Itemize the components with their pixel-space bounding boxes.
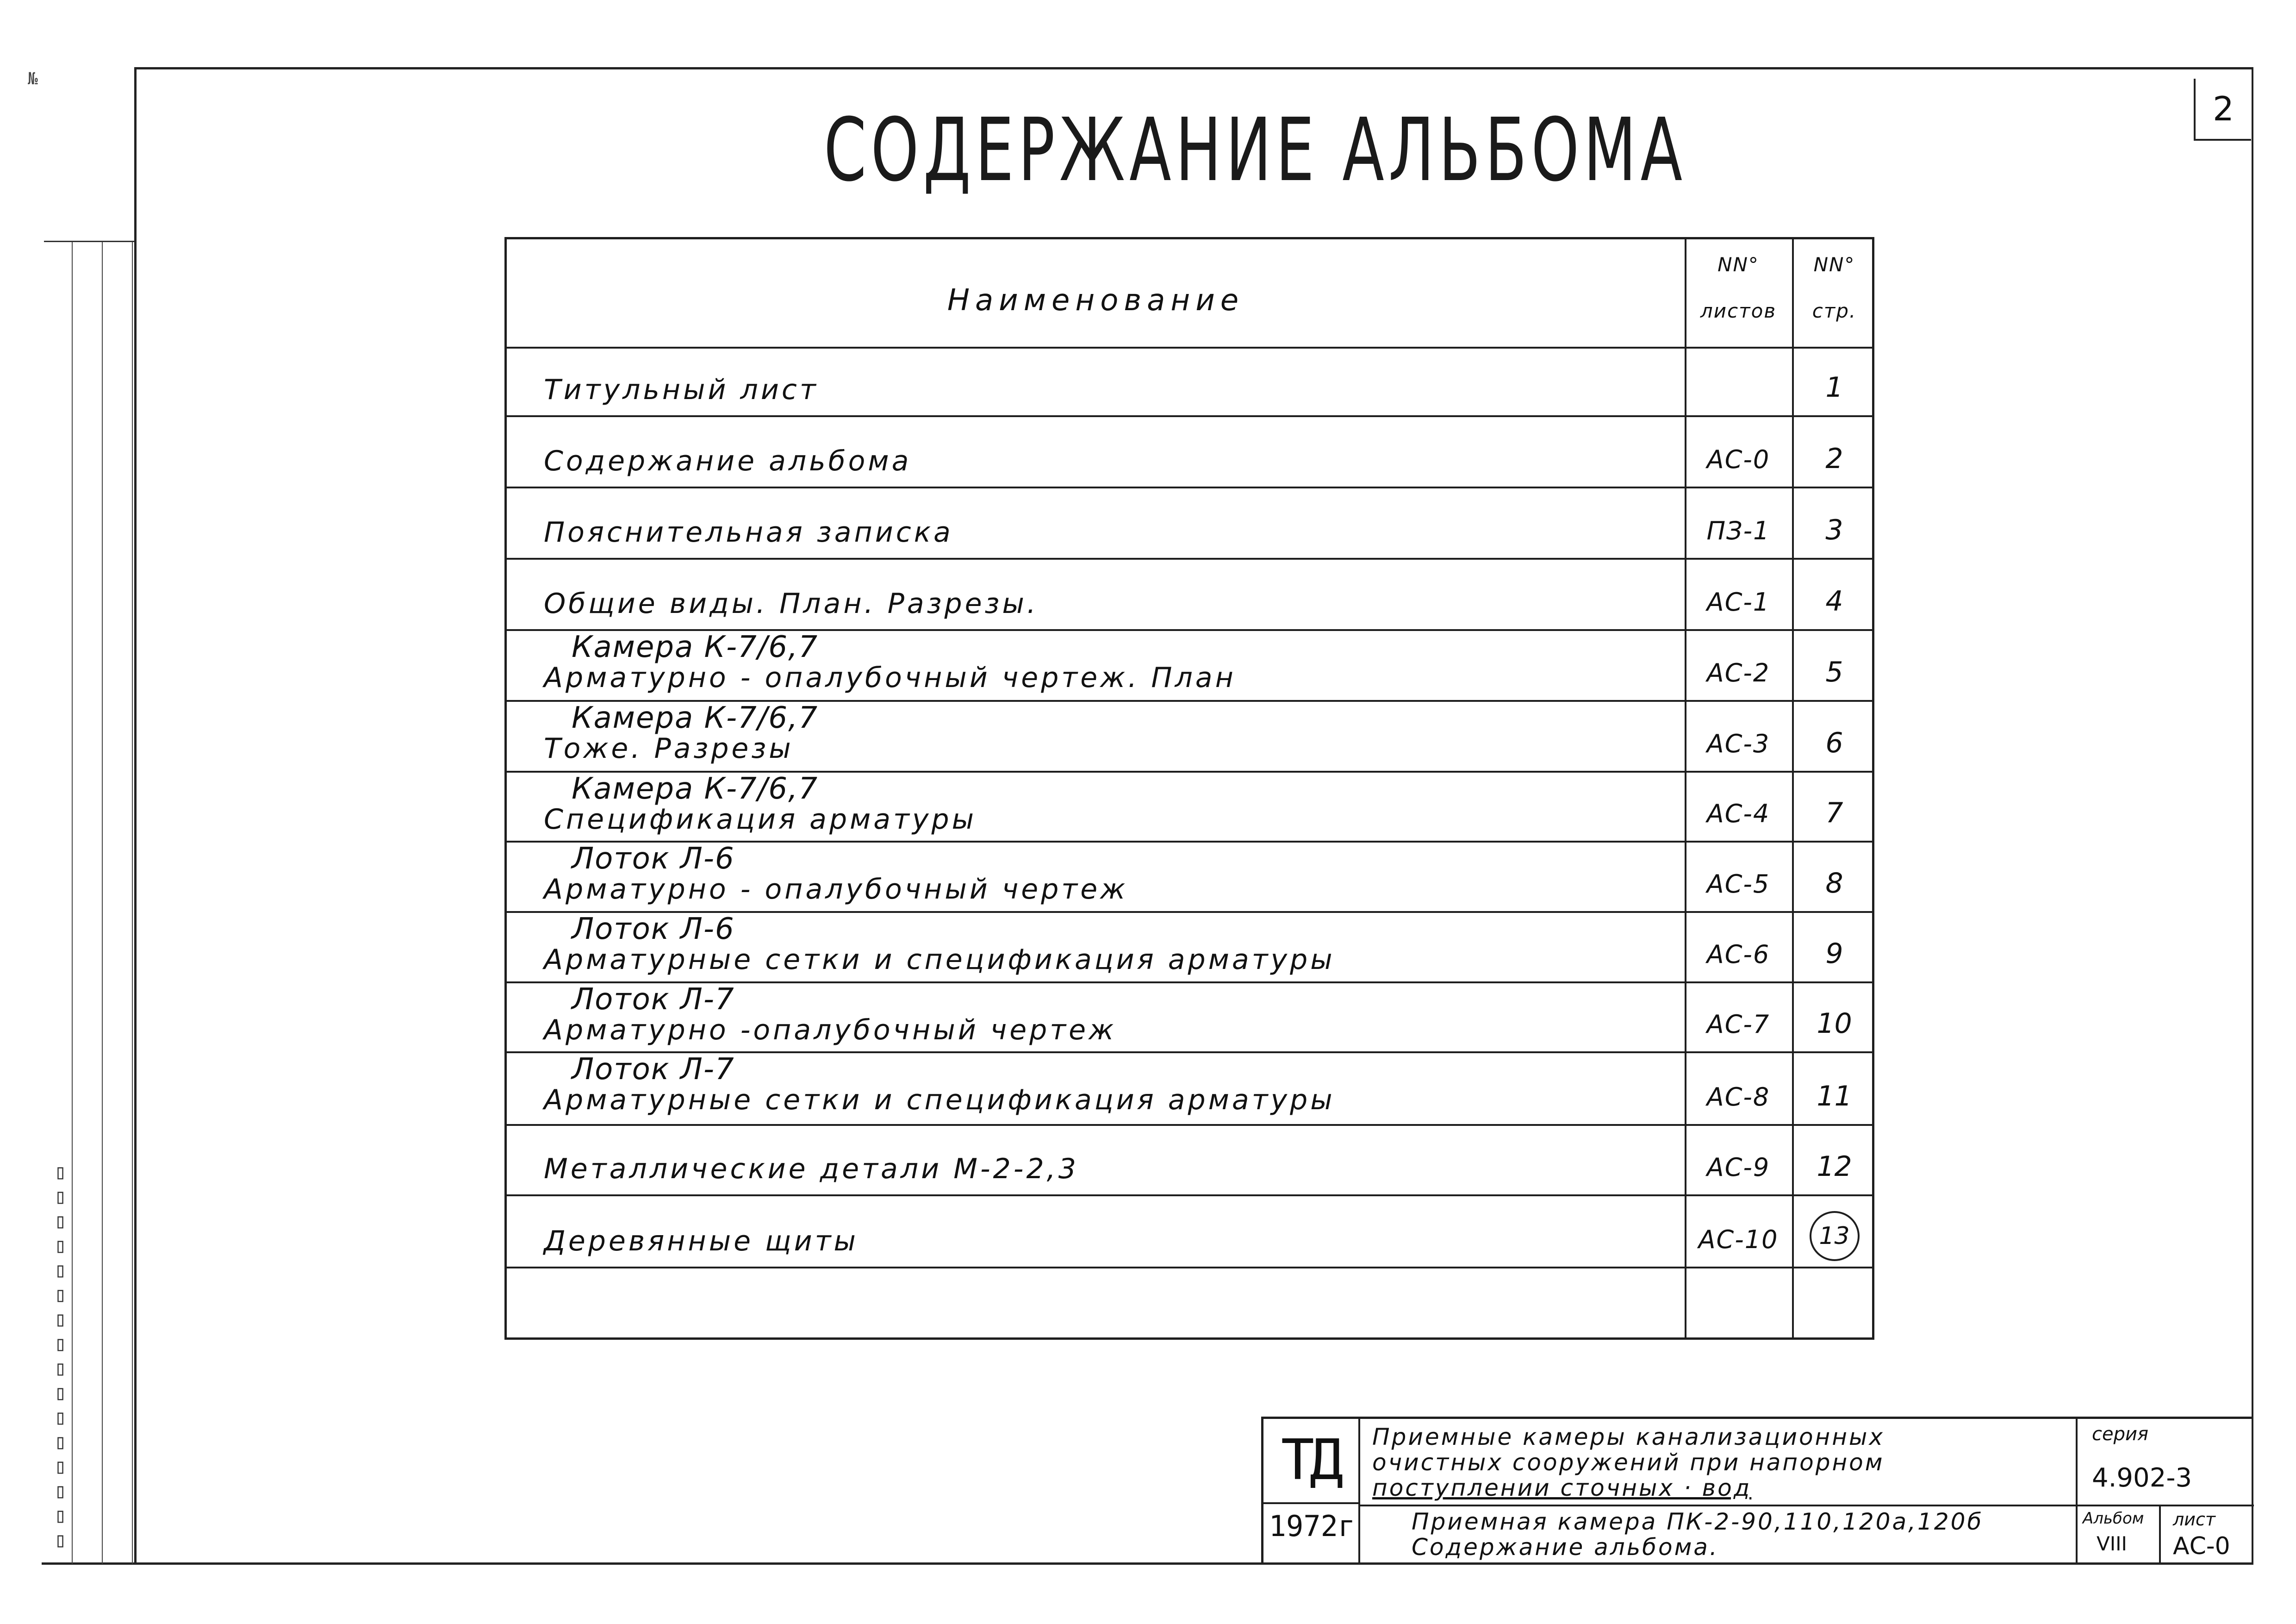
row-page-number: 8	[1825, 867, 1843, 899]
series-label: серия	[2092, 1424, 2149, 1445]
header-sheets-bottom: листов	[1700, 300, 1777, 322]
row-page-number: 3	[1825, 514, 1843, 546]
row-sheet-code: АС-4	[1706, 799, 1770, 828]
column-divider-pages	[1792, 239, 1794, 1337]
row-title: Тоже. Разрезы	[544, 732, 794, 765]
row-title: Титульный лист	[544, 374, 819, 406]
row-sheet-code: АС-5	[1706, 869, 1770, 899]
table-row	[507, 841, 1872, 913]
row-page-number: 2	[1825, 443, 1843, 475]
stamp-drawing-line2: Содержание альбома.	[1412, 1534, 1719, 1561]
table-row	[507, 911, 1872, 983]
table-row	[507, 1051, 1872, 1126]
row-title: Арматурно -опалубочный чертеж	[544, 1014, 1117, 1046]
header-pages-top: NN°	[1813, 253, 1855, 276]
row-sheet-code: АС-1	[1706, 587, 1770, 617]
table-header	[507, 239, 1872, 349]
table-row	[507, 415, 1872, 488]
row-title: Арматурные сетки и спецификация арматуры	[544, 943, 1335, 976]
row-subtitle: Лоток Л-7	[572, 1052, 735, 1087]
row-page-number: 12	[1817, 1150, 1852, 1183]
stamp-drawing-line1: Приемная камера ПК-2-90,110,120а,120б	[1412, 1508, 1984, 1535]
table-row	[507, 487, 1872, 560]
row-subtitle: Лоток Л-6	[572, 912, 735, 946]
row-title: Спецификация арматуры	[544, 803, 977, 836]
table-row	[507, 981, 1872, 1053]
row-sheet-code: АС-9	[1706, 1153, 1770, 1182]
row-title: Арматурные сетки и спецификация арматуры	[544, 1084, 1335, 1116]
row-title: Арматурно - опалубочный чертеж. План	[544, 662, 1236, 694]
binding-strip-stamp: ▯▯▯▯▯▯▯▯▯▯▯▯▯▯▯▯	[49, 1162, 72, 1555]
row-sheet-code: АС-3	[1706, 729, 1770, 758]
row-sheet-code: АС-10	[1698, 1225, 1779, 1254]
header-sheets-top: NN°	[1717, 253, 1759, 276]
row-page-number: 9	[1825, 937, 1843, 970]
header-pages-bottom: стр.	[1812, 300, 1857, 322]
organization-logo: ТД	[1281, 1428, 1339, 1493]
sheet-frame-bottom	[42, 1562, 2252, 1565]
row-subtitle: Камера К-7/6,7	[572, 701, 819, 735]
series-value: 4.902-3	[2092, 1463, 2192, 1493]
row-sheet-code: АС-0	[1706, 445, 1770, 474]
table-row	[507, 629, 1872, 702]
row-page-number: 10	[1817, 1007, 1852, 1040]
stamp-year: 1972г	[1269, 1509, 1356, 1543]
row-page-number: 6	[1825, 727, 1843, 759]
table-row	[507, 558, 1872, 631]
album-value: VIII	[2097, 1532, 2127, 1555]
row-sheet-code: АС-8	[1706, 1082, 1770, 1112]
row-title: Арматурно - опалубочный чертеж	[544, 873, 1128, 906]
title-block	[1261, 1417, 2252, 1562]
table-row	[507, 1194, 1872, 1268]
binding-strip	[44, 241, 134, 1564]
row-subtitle: Камера К-7/6,7	[572, 772, 819, 806]
table-row	[507, 1124, 1872, 1196]
page-number: 2	[2194, 79, 2251, 141]
row-sheet-code: ПЗ-1	[1706, 516, 1770, 545]
table-row	[507, 347, 1872, 417]
row-title: Содержание альбома	[544, 445, 912, 477]
row-sheet-code: АС-6	[1706, 940, 1770, 969]
row-page-number: 11	[1817, 1080, 1852, 1112]
sheet-value: АС-0	[2173, 1532, 2230, 1560]
row-title: Деревянные щиты	[544, 1225, 859, 1257]
stamp-description-line1: Приемные камеры канализационных	[1372, 1424, 1885, 1450]
row-title: Металлические детали М-2-2,3	[544, 1153, 1079, 1185]
page-title: СОДЕРЖАНИЕ АЛЬБОМА	[824, 100, 1687, 201]
row-subtitle: Камера К-7/6,7	[572, 630, 819, 664]
row-title: Общие виды. План. Разрезы.	[544, 587, 1039, 620]
row-subtitle: Лоток Л-7	[572, 982, 735, 1017]
contents-table	[504, 237, 1874, 1340]
album-label: Альбом	[2083, 1509, 2144, 1528]
table-row	[507, 1267, 1872, 1337]
row-page-number: 7	[1825, 797, 1843, 829]
row-title: Пояснительная записка	[544, 516, 953, 549]
table-row	[507, 700, 1872, 773]
row-sheet-code: АС-2	[1706, 658, 1770, 687]
circled-page-number: 13	[1810, 1211, 1860, 1261]
row-subtitle: Лоток Л-6	[572, 842, 735, 876]
corner-mark: №	[28, 69, 38, 88]
row-sheet-code: АС-7	[1706, 1010, 1770, 1039]
sheet-label: лист	[2173, 1509, 2216, 1530]
row-page-number	[1792, 1211, 1877, 1261]
row-page-number: 5	[1825, 656, 1843, 688]
column-divider-sheets	[1685, 239, 1686, 1337]
table-row	[507, 771, 1872, 843]
row-page-number: 4	[1825, 585, 1843, 618]
row-page-number: 1	[1825, 371, 1843, 404]
stamp-description-line2: очистных сооружений при напорном	[1372, 1449, 1885, 1476]
header-name: Наименование	[947, 283, 1244, 318]
stamp-description-line3: поступлении сточных · вод	[1372, 1474, 1752, 1501]
